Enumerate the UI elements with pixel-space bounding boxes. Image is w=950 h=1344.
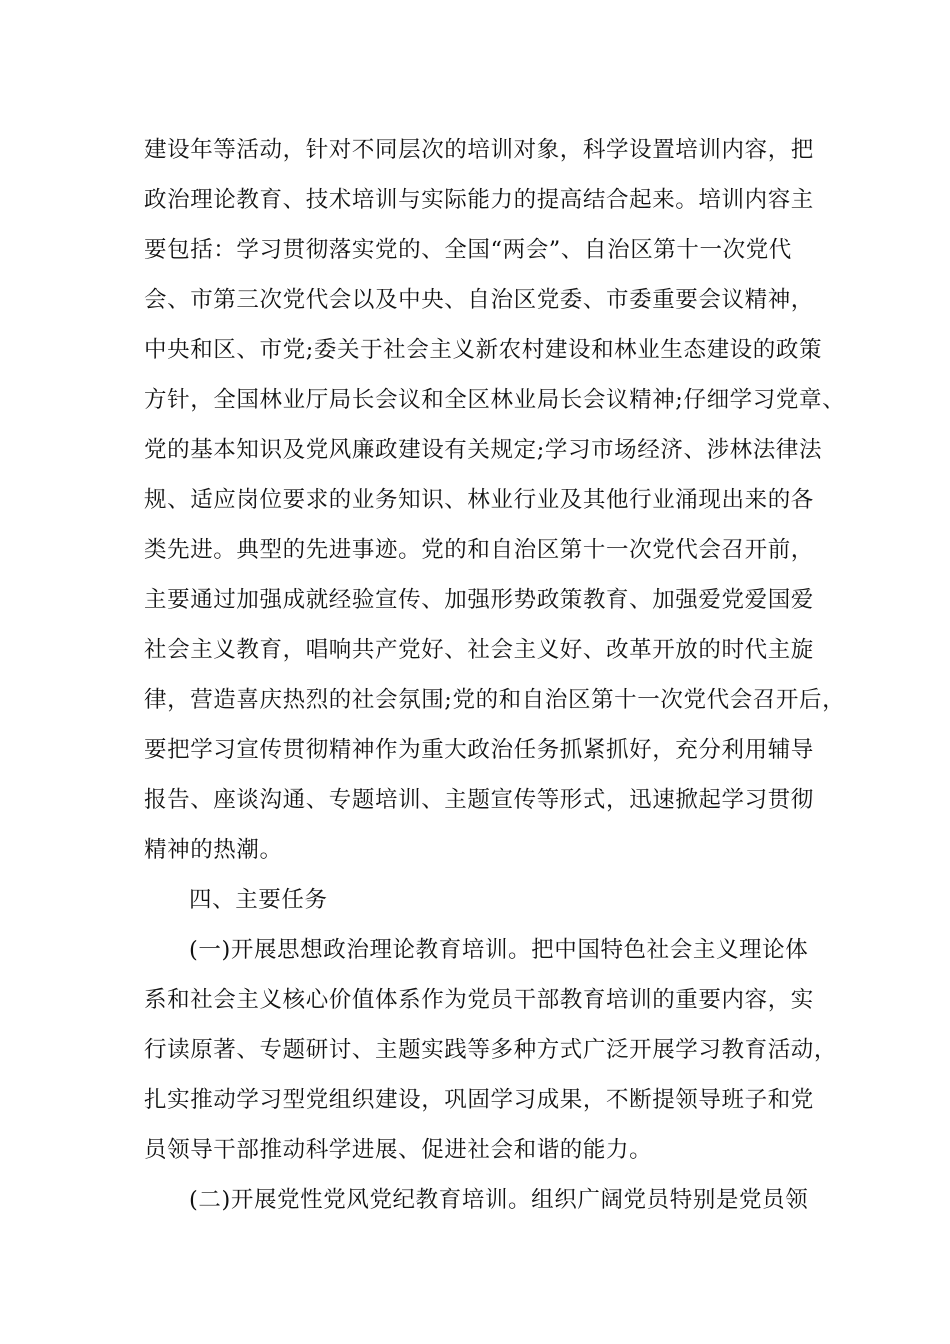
section-heading: 四、主要任务 <box>189 887 328 913</box>
text-line: 扎实推动学习型党组织建设，巩固学习成果，不断提领导班子和党 <box>144 1087 814 1113</box>
text-line: 建设年等活动，针对不同层次的培训对象，科学设置培训内容，把 <box>144 137 814 163</box>
text-line: 行读原著、专题研讨、主题实践等多种方式广泛开展学习教育活动， <box>144 1037 838 1063</box>
text-line: 类先进。典型的先进事迹。党的和自治区第十一次党代会召开前， <box>144 537 814 563</box>
text-line: 律，营造喜庆热烈的社会氛围;党的和自治区第十一次党代会召开后， <box>144 687 846 713</box>
text-line: 要把学习宣传贯彻精神作为重大政治任务抓紧抓好，充分利用辅导 <box>144 737 814 763</box>
text-line: 主要通过加强成就经验宣传、加强形势政策教育、加强爱党爱国爱 <box>144 587 814 613</box>
text-line: (一)开展思想政治理论教育培训。把中国特色社会主义理论体 <box>189 937 809 963</box>
text-line: 政治理论教育、技术培训与实际能力的提高结合起来。培训内容主 <box>144 187 814 213</box>
text-line: (二)开展党性党风党纪教育培训。组织广阔党员特别是党员领 <box>189 1187 809 1213</box>
text-line: 要包括：学习贯彻落实党的、全国“两会”、自治区第十一次党代 <box>144 237 792 263</box>
text-line: 会、市第三次党代会以及中央、自治区党委、市委重要会议精神， <box>144 287 814 313</box>
text-line: 党的基本知识及党风廉政建设有关规定;学习市场经济、涉林法律法 <box>144 437 823 463</box>
text-line: 员领导干部推动科学进展、促进社会和谐的能力。 <box>144 1137 653 1163</box>
text-line: 规、适应岗位要求的业务知识、林业行业及其他行业涌现出来的各 <box>144 487 814 513</box>
text-line: 系和社会主义核心价值体系作为党员干部教育培训的重要内容，实 <box>144 987 814 1013</box>
text-line: 精神的热潮。 <box>144 837 283 863</box>
text-line: 中央和区、市党;委关于社会主义新农村建设和林业生态建设的政策 <box>144 337 823 363</box>
text-line: 报告、座谈沟通、专题培训、主题宣传等形式，迅速掀起学习贯彻 <box>144 787 814 813</box>
text-line: 社会主义教育，唱响共产党好、社会主义好、改革开放的时代主旋 <box>144 637 814 663</box>
text-line: 方针，全国林业厅局长会议和全区林业局长会议精神;仔细学习党章、 <box>144 387 846 413</box>
